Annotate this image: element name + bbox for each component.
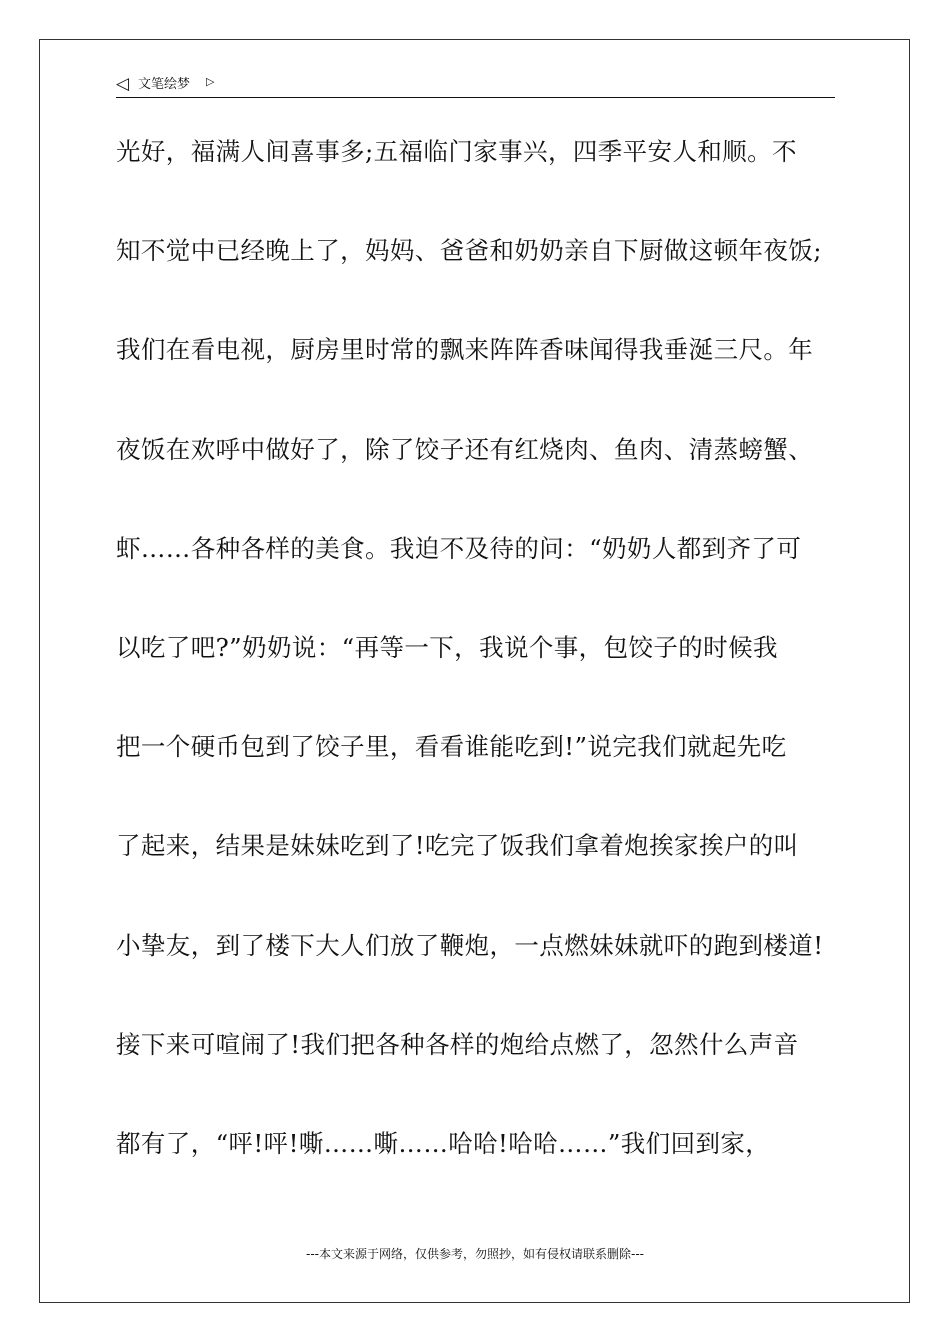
page-header [116, 72, 835, 98]
text-line: 以吃了吧?”奶奶说：“再等一下，我说个事，包饺子的时候我 [116, 632, 778, 662]
text-line: 都有了，“呯!呯!嘶……嘶……哈哈!哈哈……”我们回到家， [116, 1128, 771, 1158]
text-line: 我们在看电视，厨房里时常的飘来阵阵香味闻得我垂涎三尺。年 [116, 335, 814, 365]
text-line: 小挚友，到了楼下大人们放了鞭炮，一点燃妹妹就吓的跑到楼道! [116, 930, 824, 960]
triangle-left-icon: ◁ [116, 74, 130, 94]
text-line: 光好，福满人间喜事多;五福临门家事兴，四季平安人和顺。不 [116, 137, 797, 166]
text-line: 把一个硬币包到了饺子里，看看谁能吃到!”说完我们就起先吃 [116, 732, 787, 762]
document-body [116, 128, 840, 1219]
text-line: 接下来可喧闹了!我们把各种各样的炮给点燃了，忽然什么声音 [116, 1029, 799, 1059]
footer-disclaimer: ---本文来源于网络，仅供参考，勿照抄，如有侵权请联系删除--- [306, 1247, 644, 1261]
triangle-right-icon: ▷ [206, 75, 215, 88]
text-line: 了起来，结果是妹妹吃到了!吃完了饭我们拿着炮挨家挨户的叫 [116, 831, 799, 861]
text-line: 虾……各种各样的美食。我迫不及待的问：“奶奶人都到齐了可 [116, 533, 802, 563]
header-title: 文笔绘梦 [138, 77, 191, 92]
text-line: 夜饭在欢呼中做好了，除了饺子还有红烧肉、鱼肉、清蒸螃蟹、 [116, 434, 814, 464]
text-line: 知不觉中已经晚上了，妈妈、爸爸和奶奶亲自下厨做这顿年夜饭; [116, 236, 822, 266]
